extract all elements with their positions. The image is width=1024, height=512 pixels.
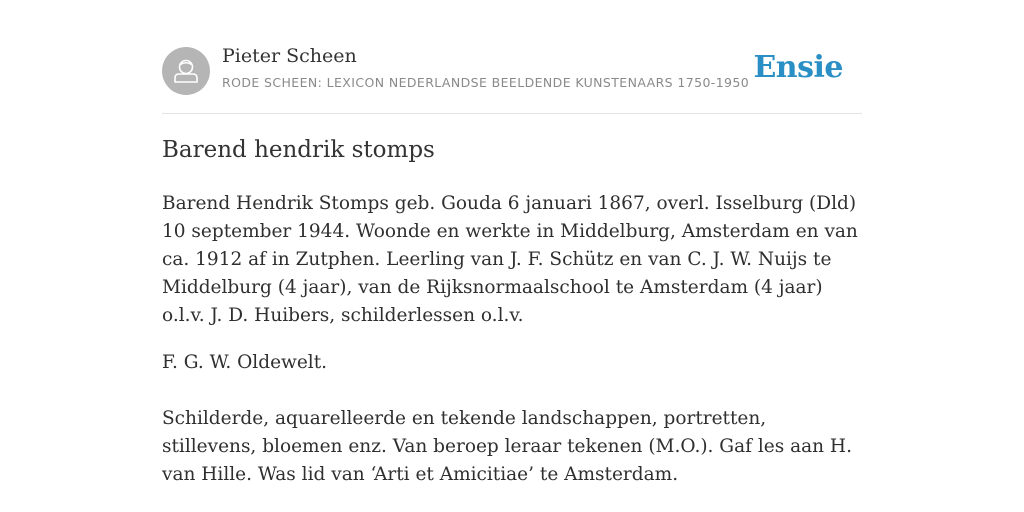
article-page (162, 0, 862, 485)
source-title[interactable]: RODE SCHEEN: LEXICON NEDERLANDSE BEELDENDE KUNSTENAARS 1750-1950 (222, 75, 750, 90)
user-icon (162, 47, 210, 95)
author-avatar[interactable] (162, 47, 210, 95)
author-name[interactable]: Pieter Scheen (222, 45, 357, 67)
article-header (162, 0, 862, 114)
brand-logo[interactable]: Ensie (753, 50, 843, 85)
article-paragraph: Schilderde, aquarelleerde en tekende landschappen, portretten, stillevens, bloemen enz. Van beroep leraar tekenen (M.O.). Gaf les aan H. van Hille. Was lid van ‘Arti et Amicitiae’ te Amsterdam. (162, 408, 852, 485)
article-title: Barend hendrik stomps (162, 137, 435, 163)
article-paragraph: Barend Hendrik Stomps geb. Gouda 6 januari 1867, overl. Isselburg (Dld) 10 september 1944. Woonde en werkte in Middelburg, Amsterdam en van ca. 1912 af in Zutphen. Leerling van J. F. Schütz en van C. J. W. Nuijs te Middelburg (4 jaar), van de Rijksnormaalschool te Amsterdam (4 jaar) o.l.v. J. D. Huibers, schilderlessen o.l.v. (162, 193, 858, 326)
article-paragraph: F. G. W. Oldewelt. (162, 352, 328, 373)
